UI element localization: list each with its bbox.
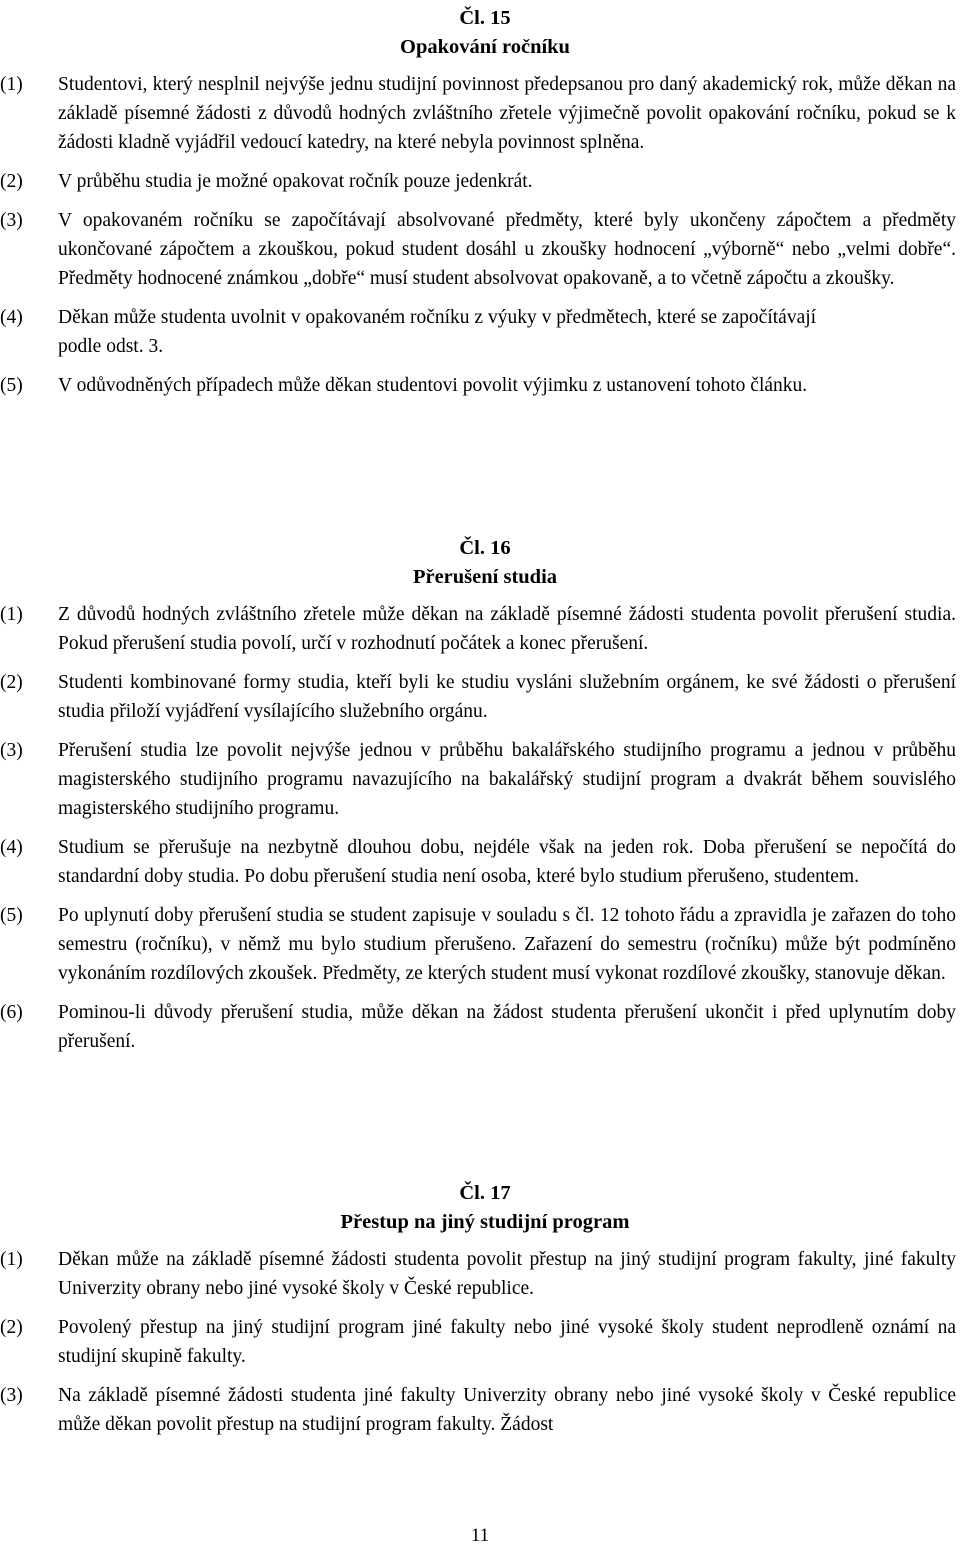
paragraph (0, 668, 960, 726)
paragraph-text: Na základě písemné žádosti studenta jiné fakulty Univerzity obrany nebo jiné vysoké školy v České republice může děkan povolit přestup na studijní program fakulty. Žádost (58, 1385, 956, 1435)
paragraph-number: (1) (0, 74, 23, 95)
paragraph-text: Pominou-li důvody přerušení studia, může děkan na žádost studenta přerušení ukončit i před uplynutím doby přerušení. (58, 1002, 956, 1052)
article-title: Opakování ročníku (400, 36, 570, 58)
paragraph-text: Z důvodů hodných zvláštního zřetele může děkan na základě písemné žádosti studenta povolit přerušení studia. Pokud přerušení studia povolí, určí v rozhodnutí počátek a konec přerušení. (58, 604, 956, 654)
paragraph (0, 206, 960, 293)
article-17 (0, 1179, 960, 1449)
paragraph (0, 998, 960, 1056)
paragraph-text: Studenti kombinované formy studia, kteří byli ke studiu vysláni služebním orgánem, ke své žádosti o přerušení studia přiloží vyjádření vysílajícího služebního orgánu. (58, 672, 956, 722)
paragraph (0, 167, 960, 196)
paragraph (0, 303, 960, 361)
paragraph (0, 736, 960, 823)
paragraph (0, 901, 960, 988)
paragraph-number: (3) (0, 1385, 23, 1406)
paragraph (0, 833, 960, 891)
paragraph-text: V odůvodněných případech může děkan studentovi povolit výjimku z ustanovení tohoto článku. (58, 375, 808, 396)
paragraph-number: (1) (0, 604, 23, 625)
paragraph (0, 70, 960, 157)
paragraph-text: Studentovi, který nesplnil nejvýše jednu studijní povinnost předepsanou pro daný akademický rok, může děkan na základě písemné žádosti z důvodů hodných zvláštního zřetele výjimečně povolit opakování ročníku, pokud se k žádosti kladně vyjádřil vedoucí katedry, na které nebyla povinnost splněna. (58, 74, 956, 153)
article-title: Přestup na jiný studijní program (340, 1211, 630, 1233)
article-number: Čl. 15 (459, 7, 511, 29)
paragraph-number: (2) (0, 672, 23, 693)
paragraph-text: Po uplynutí doby přerušení studia se student zapisuje v souladu s čl. 12 tohoto řádu a zpravidla je zařazen do toho semestru (ročníku), v němž mu bylo studium přerušeno. Zařazení do semestru (ročníku) může být podmíněno vykonáním rozdílových zkoušek. Předměty, ze kterých student musí vykonat rozdílové zkoušky, stanovuje děkan. (58, 905, 956, 984)
article-number: Čl. 16 (459, 537, 511, 559)
paragraph-number: (5) (0, 375, 23, 396)
paragraph-text: V opakovaném ročníku se započítávají absolvované předměty, které byly ukončeny zápočtem a předměty ukončované zápočtem a zkouškou, pokud student dosáhl u zkoušky hodnocení „výborně“ nebo „velmi dobře“. Předměty hodnocené známkou „dobře“ musí student absolvovat opakovaně, a to včetně zápočtu a zkoušky. (58, 210, 956, 289)
paragraph-number: (4) (0, 307, 23, 328)
paragraph-number: (3) (0, 740, 23, 761)
paragraph-number: (2) (0, 1317, 23, 1338)
paragraph (0, 1381, 960, 1439)
paragraph-text: Povolený přestup na jiný studijní program jiné fakulty nebo jiné vysoké školy student neprodleně oznámí na studijní skupině fakulty. (58, 1317, 956, 1367)
page-number: 11 (470, 1525, 490, 1546)
paragraph-text: Přerušení studia lze povolit nejvýše jednou v průběhu bakalářského studijního programu a jednou v průběhu magisterského studijního programu navazujícího na bakalářský studijní program a dvakrát během souvislého magisterského studijního programu. (58, 740, 956, 819)
paragraph (0, 1245, 960, 1303)
paragraph-number: (2) (0, 171, 23, 192)
paragraph-number: (1) (0, 1249, 23, 1270)
paragraph-text: V průběhu studia je možné opakovat ročník pouze jedenkrát. (58, 171, 533, 192)
paragraph-text: Děkan může studenta uvolnit v opakovaném ročníku z výuky v předmětech, které se započítávají podle odst. 3. (58, 307, 817, 357)
article-number: Čl. 17 (459, 1182, 511, 1204)
paragraph (0, 1313, 960, 1371)
paragraph-text: Studium se přerušuje na nezbytně dlouhou dobu, nejdéle však na jeden rok. Doba přerušení se nepočítá do standardní doby studia. Po dobu přerušení studia není osoba, které bylo studium přerušeno, studentem. (58, 837, 956, 887)
paragraph-number: (5) (0, 905, 23, 926)
article-title: Přerušení studia (412, 566, 558, 588)
paragraph-number: (6) (0, 1002, 23, 1023)
paragraph-number: (3) (0, 210, 23, 231)
paragraph-text: Děkan může na základě písemné žádosti studenta povolit přestup na jiný studijní program fakulty, jiné fakulty Univerzity obrany nebo jiné vysoké školy v České republice. (58, 1249, 956, 1299)
paragraph (0, 600, 960, 658)
paragraph-number: (4) (0, 837, 23, 858)
paragraph (0, 371, 960, 400)
article-16 (0, 534, 960, 1066)
article-15 (0, 4, 960, 410)
